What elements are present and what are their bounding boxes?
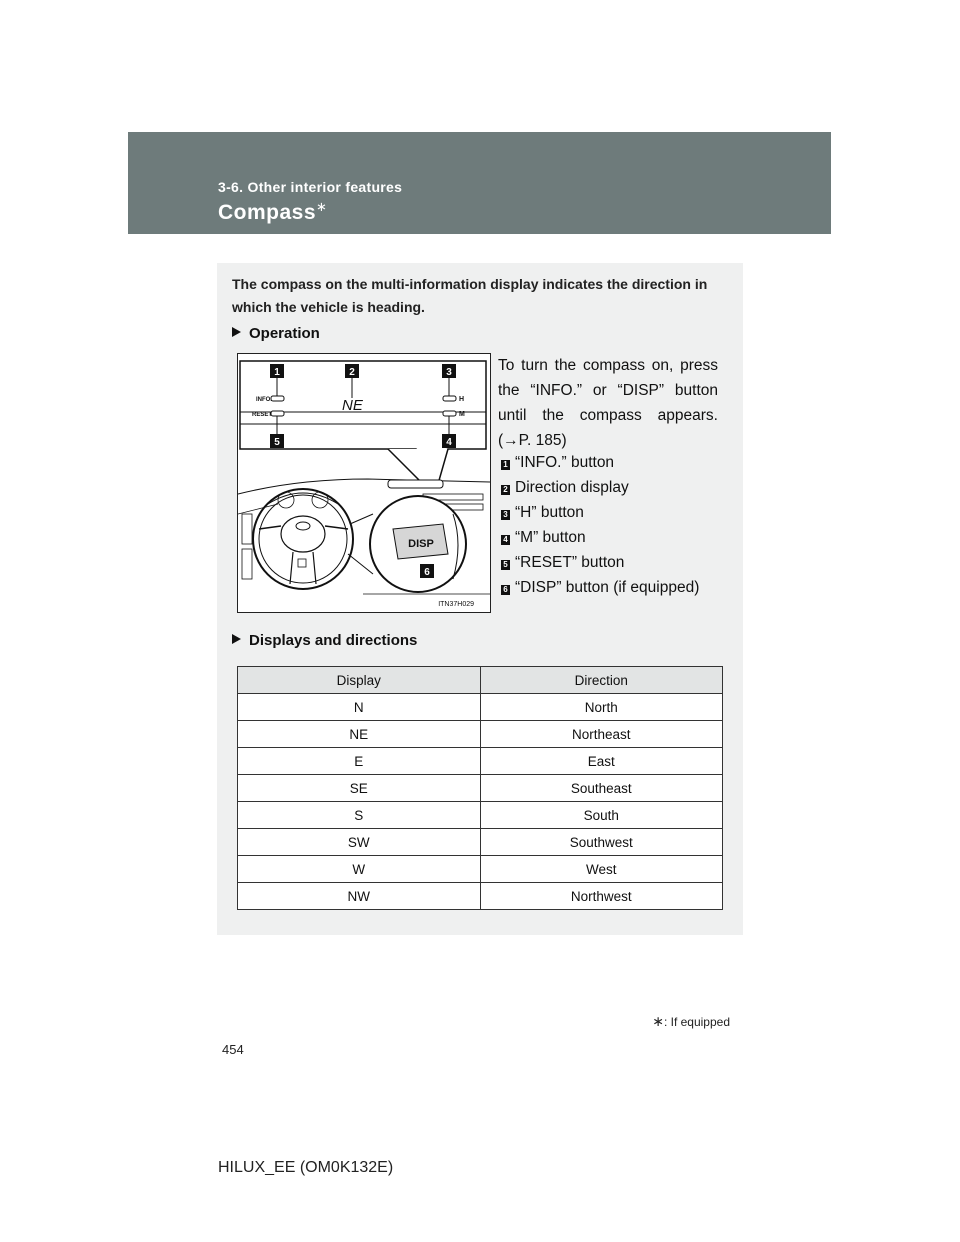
displays-heading (232, 632, 417, 649)
compass-illustration (237, 353, 491, 613)
disp-button-label: DISP (408, 538, 434, 550)
section-label: 3-6. Other interior features (218, 179, 403, 195)
display-cell: NE (238, 721, 481, 748)
operation-instructions: To turn the compass on, press the “INFO.” or “DISP” button until the compass appears. (→P. 185) (498, 357, 718, 449)
legend-number: 5 (501, 560, 510, 570)
operation-heading (232, 325, 320, 342)
table-row (238, 883, 723, 910)
illustration-code: ITN37H029 (438, 601, 474, 608)
content-panel (217, 263, 743, 935)
table-row (238, 829, 723, 856)
table-row (238, 748, 723, 775)
table-row (238, 721, 723, 748)
callout-legend (501, 450, 741, 600)
triangle-bullet-icon (232, 634, 241, 644)
direction-cell: Southwest (480, 829, 723, 856)
table-header-row (238, 667, 723, 694)
table-row (238, 775, 723, 802)
equipped-mark: ∗ (316, 199, 328, 214)
m-button-label: M (459, 411, 465, 418)
directions-table (237, 666, 723, 910)
legend-number: 2 (501, 485, 510, 495)
direction-cell: Southeast (480, 775, 723, 802)
table-row (238, 802, 723, 829)
display-cell: E (238, 748, 481, 775)
legend-item (501, 500, 741, 525)
footnote-mark: ∗ (652, 1013, 664, 1029)
table-row (238, 856, 723, 883)
footnote-text: : If equipped (663, 1015, 730, 1029)
direction-cell: East (480, 748, 723, 775)
table-row (238, 694, 723, 721)
legend-label: “H” button (515, 504, 584, 521)
callout-1: 1 (274, 367, 280, 378)
display-cell: NW (238, 883, 481, 910)
callout-5: 5 (274, 437, 280, 448)
callout-3: 3 (446, 367, 452, 378)
operation-heading-text: Operation (249, 325, 320, 342)
direction-display-text: NE (342, 397, 363, 414)
legend-number: 1 (501, 460, 510, 470)
callout-2: 2 (349, 367, 355, 378)
legend-label: “M” button (515, 529, 586, 546)
direction-cell: South (480, 802, 723, 829)
legend-number: 3 (501, 510, 510, 520)
legend-number: 4 (501, 535, 510, 545)
h-button-label: H (459, 396, 465, 403)
display-cell: N (238, 694, 481, 721)
legend-item (501, 550, 741, 575)
display-cell: S (238, 802, 481, 829)
model-code: HILUX_EE (OM0K132E) (218, 1159, 394, 1176)
direction-cell: Northeast (480, 721, 723, 748)
display-cell: W (238, 856, 481, 883)
direction-cell: Northwest (480, 883, 723, 910)
direction-cell: North (480, 694, 723, 721)
page-title-text: Compass (218, 201, 317, 224)
page-number: 454 (222, 1042, 244, 1057)
column-header-display: Display (238, 667, 481, 694)
legend-label: “DISP” button (if equipped) (515, 579, 700, 596)
legend-number: 6 (501, 585, 510, 595)
equipped-footnote (652, 1013, 730, 1030)
displays-heading-text: Displays and directions (249, 632, 418, 649)
dashboard-drawing (238, 354, 490, 612)
section-header-bar (128, 132, 831, 234)
reset-button-label: RESET (252, 412, 273, 418)
page-title (218, 199, 327, 225)
callout-6: 6 (424, 567, 430, 578)
legend-label: “RESET” button (515, 554, 625, 571)
info-button-label: INFO. (256, 397, 272, 403)
display-cell: SE (238, 775, 481, 802)
legend-item (501, 450, 741, 475)
legend-item (501, 575, 741, 600)
legend-label: “INFO.” button (515, 454, 615, 471)
column-header-direction: Direction (480, 667, 723, 694)
intro-text: The compass on the multi-information display indicates the direction in which the vehicle is heading. (232, 276, 708, 315)
direction-cell: West (480, 856, 723, 883)
triangle-bullet-icon (232, 327, 241, 337)
legend-item (501, 525, 741, 550)
legend-label: Direction display (515, 479, 629, 496)
legend-item (501, 475, 741, 500)
display-cell: SW (238, 829, 481, 856)
callout-4: 4 (446, 437, 452, 448)
